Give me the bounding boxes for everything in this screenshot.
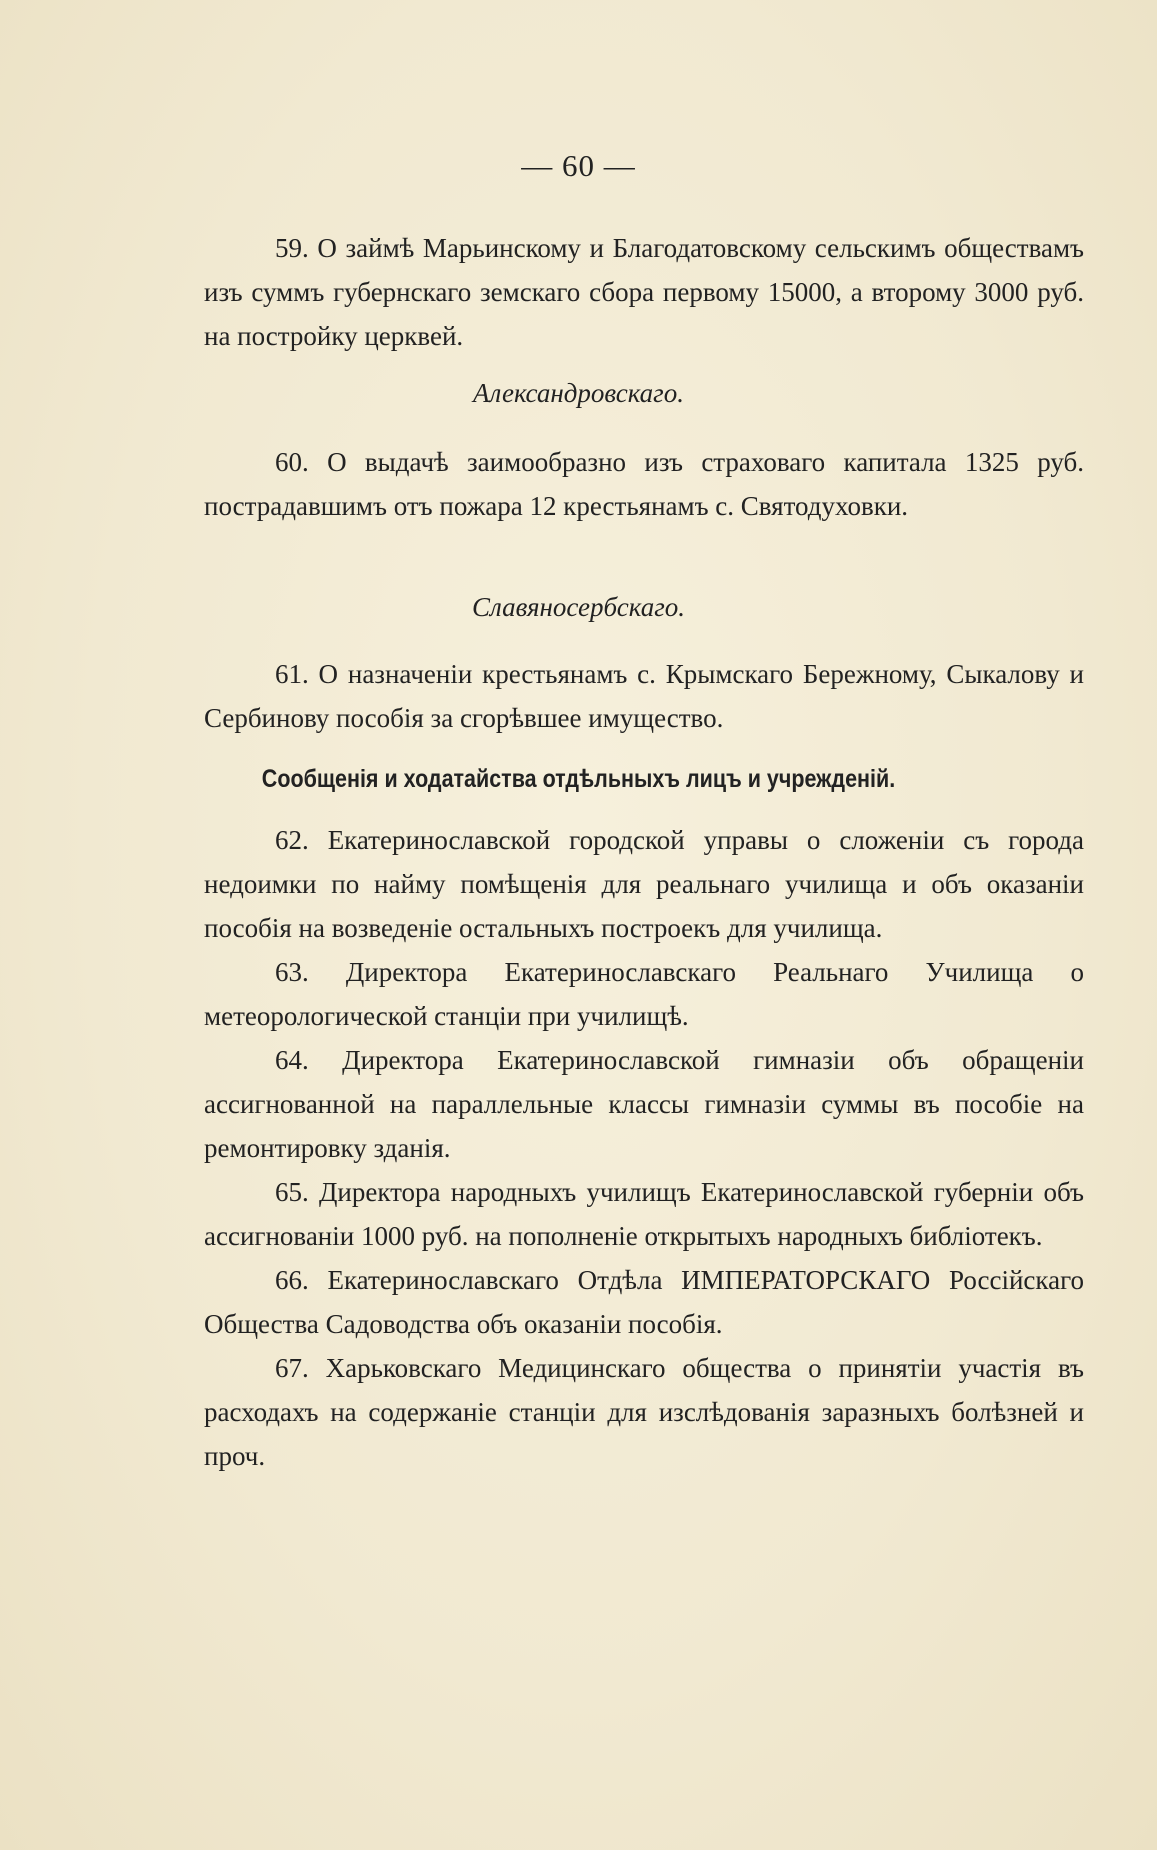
petition-62: 62. Екатеринославской городской управы о сложеніи съ города недоимки по найму помѣщенія для реальнаго училища и объ оказаніи пособія на возведеніе остальныхъ построекъ для училища. — [204, 825, 1084, 943]
paragraph-61 — [204, 652, 1084, 740]
petition-65: 65. Директора народныхъ училищъ Екатеринославской губерніи объ ассигнованіи 1000 руб. на пополненіе открытыхъ народныхъ библіотекъ. — [204, 1177, 1084, 1251]
district-heading-slavyanoserbsk: Славяносербскаго. — [472, 592, 685, 622]
petition-64: 64. Директора Екатеринославской гимназіи объ обращеніи ассигнованной на параллельные классы гимназіи суммы въ пособіе на ремонтировку зданія. — [204, 1045, 1084, 1163]
paragraph-text: 59. О займѣ Марьинскому и Благодатовскому сельскимъ обществамъ изъ суммъ губернскаго земскаго сбора первому 15000, а второму 3000 руб. на постройку церквей. — [204, 233, 1084, 351]
paragraph-60 — [204, 440, 1084, 528]
district-heading-aleksandrovsk: Александровскаго. — [473, 378, 684, 408]
petition-63: 63. Директора Екатеринославскаго Реальнаго Училища о метеорологической станціи при училищѣ. — [204, 957, 1084, 1031]
petition-67: 67. Харьковскаго Медицинскаго общества о принятіи участія въ расходахъ на содержаніе станціи для изслѣдованія заразныхъ болѣзней и проч. — [204, 1353, 1084, 1471]
petition-66: 66. Екатеринославскаго Отдѣла ИМПЕРАТОРСКАГО Россійскаго Общества Садоводства объ оказаніи пособія. — [204, 1265, 1084, 1339]
page-number: — 60 — — [521, 148, 636, 183]
paragraph-text: 61. О назначеніи крестьянамъ с. Крымскаго Бережному, Сыкалову и Сербинову пособія за сгорѣвшее имущество. — [204, 659, 1084, 733]
paragraph-59 — [204, 226, 1084, 358]
petitions-list — [204, 818, 1084, 1478]
section-heading: Сообщенія и ходатайства отдѣльныхъ лицъ и учрежденій. — [261, 765, 896, 793]
paragraph-text: 60. О выдачѣ заимообразно изъ страховаго капитала 1325 руб. пострадавшимъ отъ пожара 12 крестьянамъ с. Святодуховки. — [204, 447, 1084, 521]
